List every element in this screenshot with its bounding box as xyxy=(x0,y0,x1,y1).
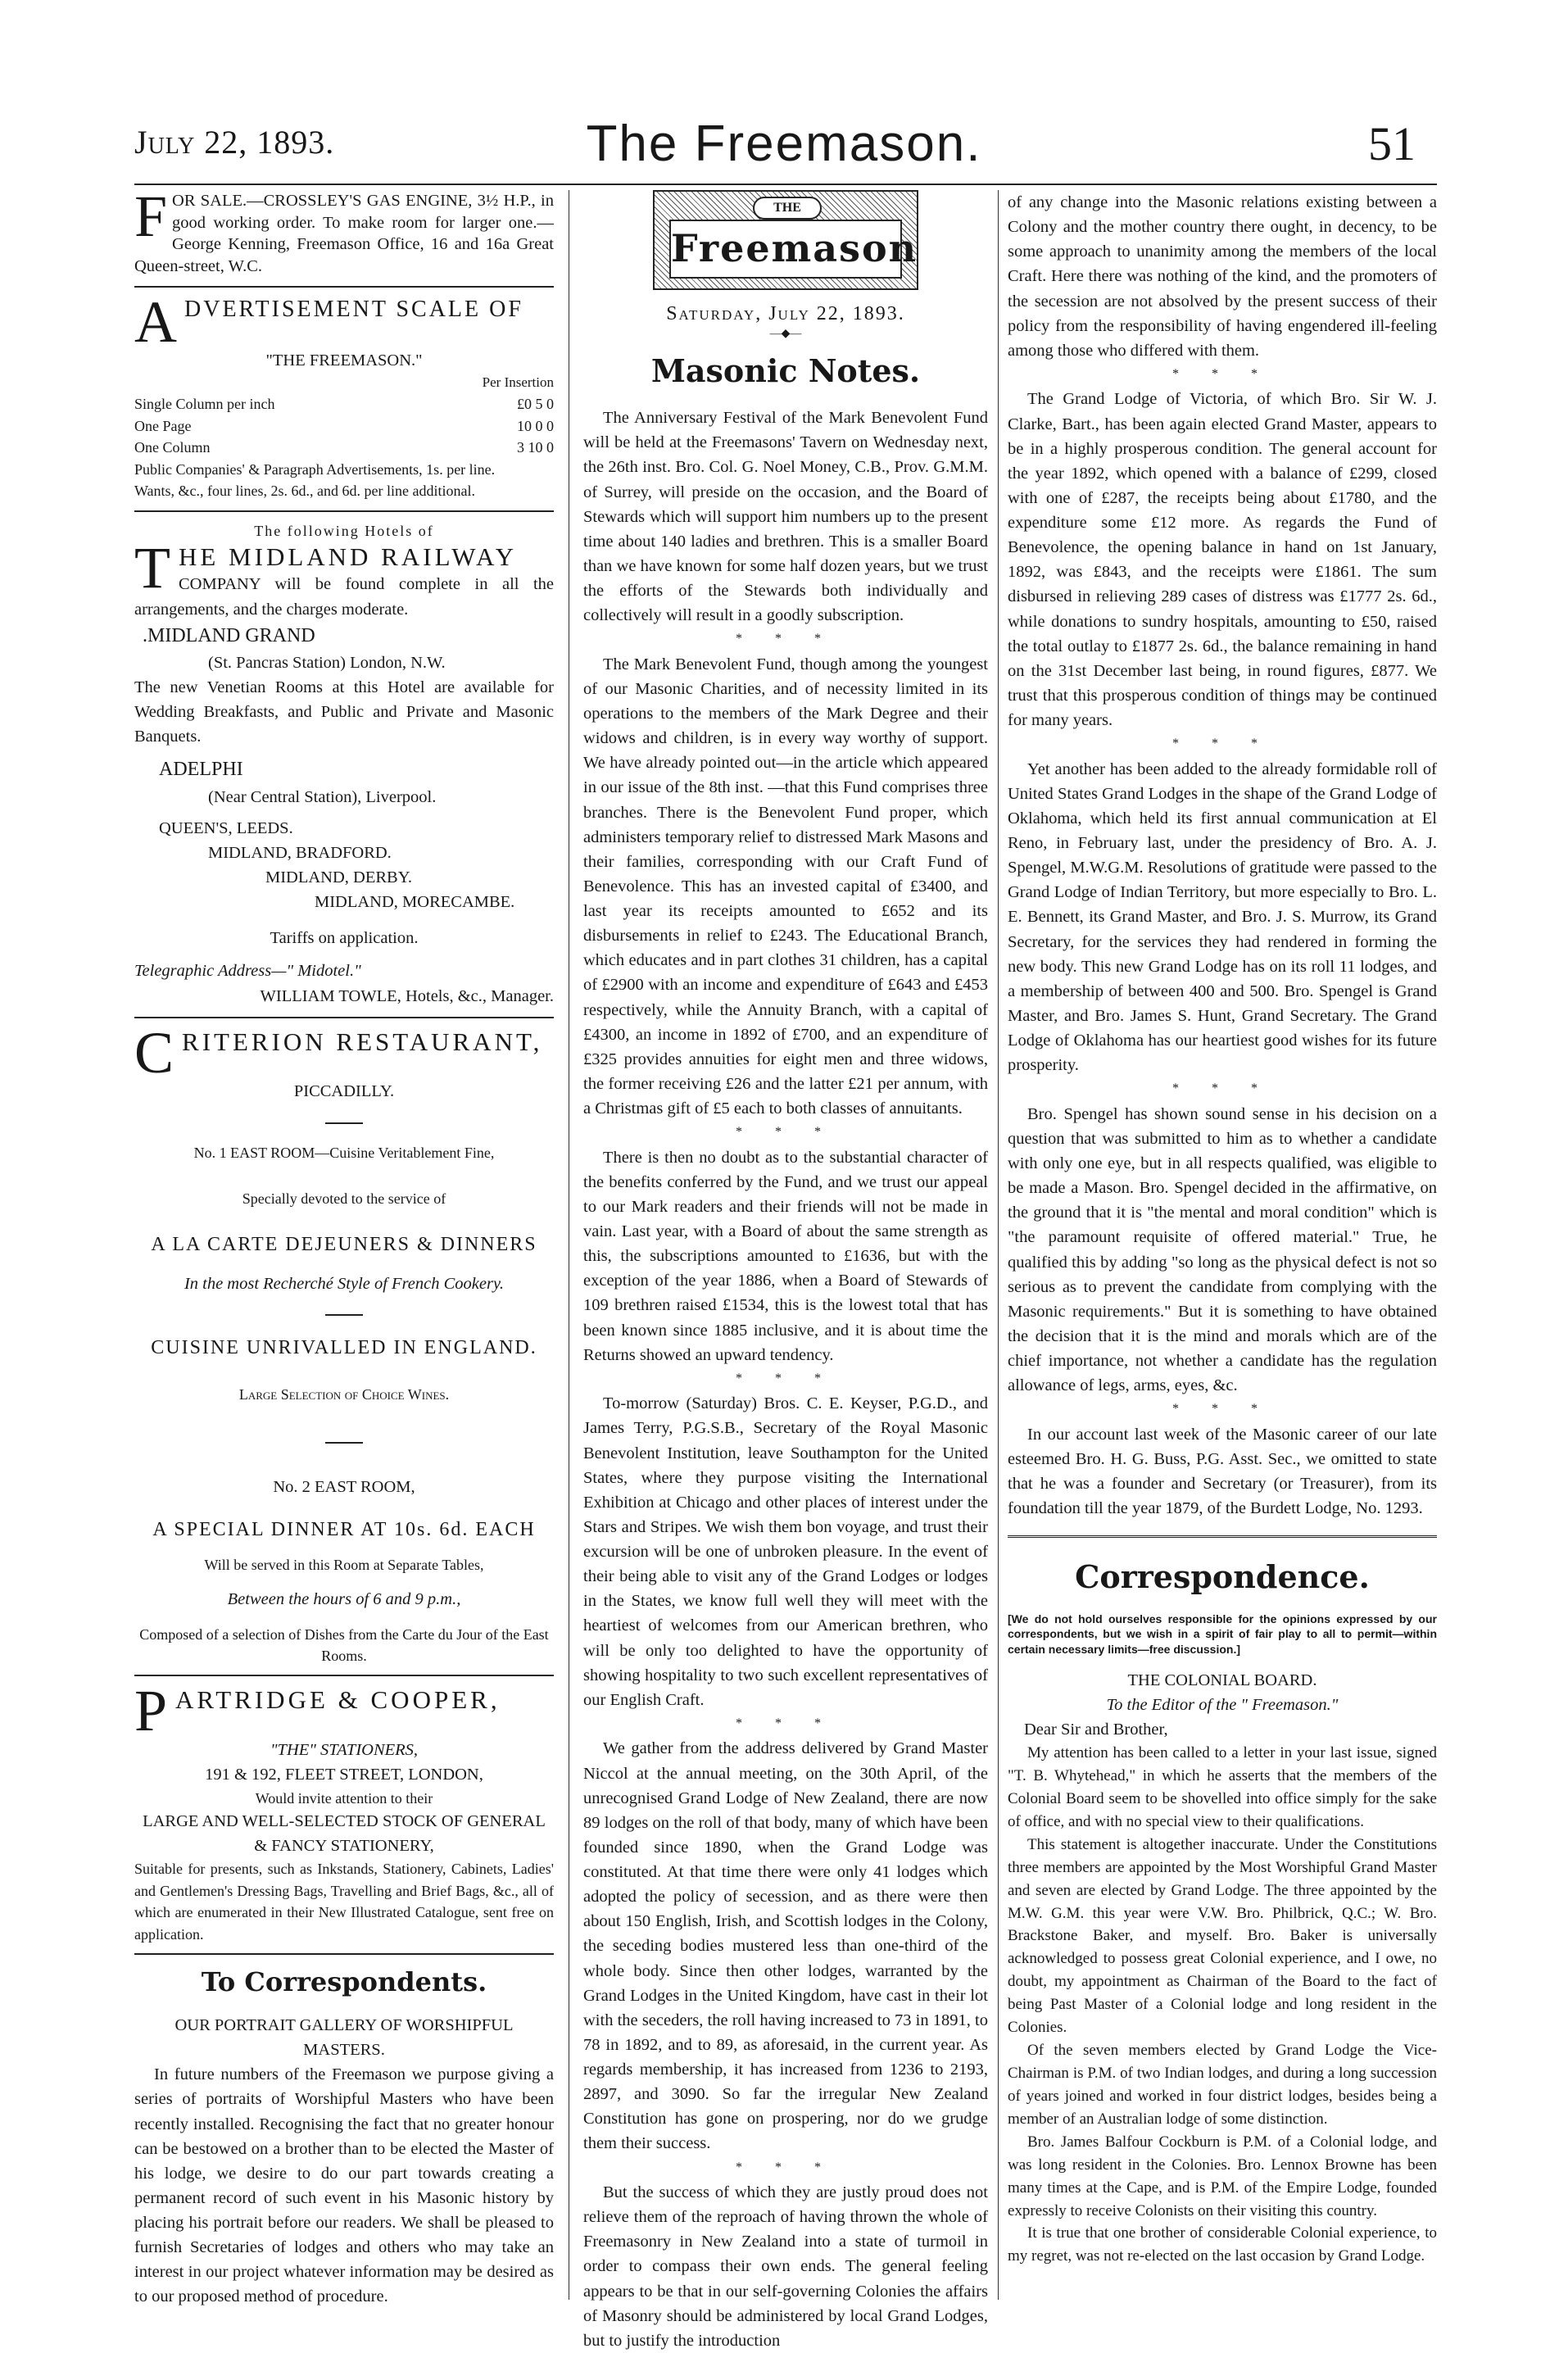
editorial-disclaimer: [We do not hold ourselves responsible for the opinions expressed by our correspondents, but we wish in a spirit of fair play to all to permit—within certain necessary limits—free discussion.] xyxy=(1008,1612,1437,1656)
article-paragraph: There is then no doubt as to the substantial character of the benefits conferred by the Fund, and we trust our appeal to our Mark readers and their friends will not be made in vain. Last year, with a Board of about the same strength as this, the subscriptions amounted to £1636, but with the exception of the year 1886, when a Board of Stewards of 109 brethren raised £1534, this is the lowest total that has been known since 1885 inclusive, and it is about time the Returns showed an upward tendency. xyxy=(583,1148,988,1364)
column-divider xyxy=(998,190,999,2300)
masonic-notes-heading: Masonic Notes. xyxy=(650,352,921,390)
article-paragraph: To-morrow (Saturday) Bros. C. E. Keyser, P.G.D., and James Terry, P.G.S.B., Secretary of the Royal Masonic Benevolent Institution, leave Southampton for the United States, where they purpose visiting the International Exhibition at Chicago and other places of interest under the Stars and Stripes. We wish them bon voyage, and trust their excursion will be one of unbroken pleasure. In the event of their being able to visit any of the Grand Lodges or lodges in the States, we know full well they will meet with the heartiest of welcomes from our American brethren, who will be only too delighted to have the opportunity of showing hospitality to two such excellent representatives of our English Craft. xyxy=(583,1394,988,1709)
hotel-derby: MIDLAND, DERBY. xyxy=(265,868,413,887)
to-correspondents-heading: To Correspondents. xyxy=(201,1966,487,1998)
manager-signature: WILLIAM TOWLE, Hotels, &c., Manager. xyxy=(260,986,554,1005)
separator xyxy=(325,1442,363,1444)
article-paragraph: In our account last week of the Masonic career of our late esteemed Bro. H. G. Buss, P.G. Asst. Sec., we omitted to state that he was a founder and Secretary (or Treasurer), from its foundation till the year 1879, of the Burdett Lodge, No. 1293. xyxy=(1008,1425,1437,1518)
stationers: "THE" STATIONERS, xyxy=(270,1741,419,1760)
separate-tables: Will be served in this Room at Separate Tables, xyxy=(204,1556,484,1573)
advertisement-column xyxy=(134,184,554,2310)
letter-paragraph: Bro. James Balfour Cockburn is P.M. of a Colonial lodge, and was long resident in the Colonies. Bro. Lennox Browne has been many times at the Cape, and is P.M. of the Empire Lodge, founded expressly to receive Colonists on their visiting this country. xyxy=(1008,2133,1437,2219)
continued-column xyxy=(1008,190,1437,2268)
stock-heading: LARGE AND WELL-SELECTED STOCK OF GENERAL & FANCY STATIONERY, xyxy=(143,1811,546,1856)
recherche: In the most Recherché Style of French Cookery. xyxy=(184,1274,505,1293)
hotel-location: (St. Pancras Station) London, N.W. xyxy=(208,653,446,672)
midland-railway-ad xyxy=(134,520,554,1009)
article-paragraph: Bro. Spengel has shown sound sense in his decision on a question that was submitted to him as to whether a candidate with only one eye, but in all respects qualified, was eligible to be made a Mason. Bro. Spengel decided in the affirmative, on the ground that it is "the mental and moral condition" which is "the paramount requisite of offered material." True, he qualified this by adding "so long as the physical defect is not so serious as to prevent the candidate from complying with the Masonic requirements." But it is something to have obtained the decision that it is the mind and morals which are of the chief importance, not whether a candidate has the regulation allowance of legs, arms, eyes, &c. xyxy=(1008,1104,1437,1395)
section-break: * * * xyxy=(1172,1081,1272,1096)
article-paragraph: The Grand Lodge of Victoria, of which Bro. Sir W. J. Clarke, Bart., has been again elected Grand Master, appears to be in a highly prosperous condition. The general account for the year 1892, which opened with a balance of £299, closed with one of £287, the receipts being about £1780, and the expenditure some £12 more. As regards the Fund of Benevolence, the opening balance in hand on 1st January, 1892, was £843, and the receipts were £1861. The sum disbursed in relieving 289 cases of distress was £1777 2s. 6d., while donations to sundry hospitals, amounting to £50, raised the total outlay to £1877 2s. 6d., the balance remaining in hand on the 31st December last being, in round figures, £877. We trust that this prosperous condition of things may be continued for many years. xyxy=(1008,390,1437,730)
hotel-location: (Near Central Station), Liverpool. xyxy=(208,787,437,806)
rate-row: Single Column per inch £0 5 0 xyxy=(134,396,554,413)
separator xyxy=(134,286,554,288)
correspondence-section xyxy=(1008,1535,1437,2268)
east-room-1: No. 1 EAST ROOM—Cuisine Veritablement Fine, xyxy=(193,1144,495,1161)
letter-salutation: Dear Sir and Brother, xyxy=(1024,1720,1168,1739)
letter-paragraph: My attention has been called to a letter in your last issue, signed "T. B. Whytehead," in which he asserts that the members of the Colonial Board seem to be shovelled into office simply for the sake of office, and with no special view to their qualifications. xyxy=(1008,1744,1437,1830)
letter-paragraph: It is true that one brother of considerable Colonial experience, to my regret, was not re-elected on the last occasion by Grand Lodge. xyxy=(1008,2224,1437,2265)
midland-text: COMPANY will be found complete in all the arrangements, and the charges moderate. xyxy=(134,575,554,619)
ornament: —◆— xyxy=(769,328,802,341)
devoted-text: Specially devoted to the service of xyxy=(242,1190,446,1208)
letter-address: To the Editor of the " Freemason." xyxy=(1106,1695,1339,1714)
hotel-queens: QUEEN'S, LEEDS. xyxy=(159,818,293,837)
freemason-masthead-logo: THE Freemason xyxy=(653,190,918,290)
section-break: * * * xyxy=(736,1371,836,1385)
cuisine-unrivalled: CUISINE UNRIVALLED IN ENGLAND. xyxy=(151,1336,537,1358)
adv-scale-subtitle: "THE FREEMASON." xyxy=(265,351,423,370)
dateline: Saturday, July 22, 1893. xyxy=(666,303,905,324)
issue-date: July 22, 1893. xyxy=(134,124,335,161)
hotel-bradford: MIDLAND, BRADFORD. xyxy=(208,843,392,862)
section-break: * * * xyxy=(736,2160,836,2174)
letter-title: THE COLONIAL BOARD. xyxy=(1127,1671,1317,1689)
fleet-street-address: 191 & 192, FLEET STREET, LONDON, xyxy=(205,1766,483,1784)
separator xyxy=(134,1953,554,1955)
adv-scale-title: DVERTISEMENT SCALE OF xyxy=(184,296,523,322)
wants-rate: Wants, &c., four lines, 2s. 6d., and 6d. per line additional. xyxy=(134,483,475,500)
separator xyxy=(325,1122,363,1124)
drop-cap: A xyxy=(134,288,179,355)
dishes-note: Composed of a selection of Dishes from the Carte du Jour of the East Rooms. xyxy=(139,1625,549,1665)
letter-paragraph: Of the seven members elected by Grand Lodge the Vice-Chairman is P.M. of two Indian lodges, and during a long succession of years joined and worked in four district lodges, besides being a member of an Australian lodge of some distinction. xyxy=(1008,2042,1437,2128)
separator xyxy=(134,1017,554,1018)
stationery-suitable: Suitable for presents, such as Inkstands, Stationery, Cabinets, Ladies' and Gentlemen's Dressing Bags, Travelling and Brief Bags, &c., all of which are enumerated in their New Illustrated Catalogue, sent free on application. xyxy=(134,1861,554,1943)
section-break: * * * xyxy=(1172,737,1272,751)
article-paragraph: of any change into the Masonic relations existing between a Colony and the mother country there ought, in decency, to be some approach to unanimity among the members of the local Craft. Here there was nothing of the kind, and the promoters of the secession are not absolved by the present success of their policy from the responsibility of having engendered ill-feeling among those who differed with them. xyxy=(1008,193,1437,360)
hotels-intro: The following Hotels of xyxy=(254,522,434,539)
article-paragraph: Yet another has been added to the already formidable roll of United States Grand Lodges in the shape of the Grand Lodge of Oklahoma, which held its first annual communication at El Reno, in February last, under the presidency of Bro. A. J. Spengel, M.W.G.M. Resolutions of gratitude were passed to the Grand Lodge of Indian Territory, but more especially to Bro. L. E. Bennett, its Grand Master, and Bro. J. S. Murrow, its Grand Secretary, for the services they had rendered in forming the new body. This new Grand Lodge has on its roll 11 lodges, and a membership of between 400 and 500. Bro. Spengel is Grand Master, and Bro. James S. Hunt, Grand Secretary. The Grand Lodge of Oklahoma has our heartiest good wishes for its future prosperity. xyxy=(1008,759,1437,1075)
partridge-cooper-ad xyxy=(134,1678,554,1945)
telegraphic-address: Telegraphic Address—" Midotel." xyxy=(134,962,361,981)
drop-cap: T xyxy=(134,535,174,601)
midland-title: HE MIDLAND RAILWAY xyxy=(178,542,517,572)
letter-paragraph: This statement is altogether inaccurate. Under the Constitutions three members are appointed by the Most Worshipful Grand Master and seven are elected by Grand Lodge. The three appointed by the M.W. G.M. this year were V.W. Bro. Philbrick, Q.C.; W. Bro. Brackstone Baker, and myself. Bro. Baker is universally acknowledged to possess great Colonial experience, and I owe, no doubt, my appointment as Chairman of the Board to the fact of being Past Master of a Colonial lodge and long resident in the Colonies. xyxy=(1008,1835,1437,2037)
section-break: * * * xyxy=(1172,366,1272,381)
section-break: * * * xyxy=(736,1125,836,1140)
advertisement-scale xyxy=(134,288,554,502)
drop-cap: P xyxy=(134,1678,171,1744)
per-insertion-label: Per Insertion xyxy=(482,374,554,391)
choice-wines: Large Selection of Choice Wines. xyxy=(238,1386,450,1403)
rate-row: One Page 10 0 0 xyxy=(134,417,554,434)
dinner-hours: Between the hours of 6 and 9 p.m., xyxy=(227,1590,461,1609)
article-paragraph: But the success of which they are justly proud does not relieve them of the reproach of having thrown the whole of Freemasonry in New Zealand into a state of turmoil in order to compass their own ends. The general feeling appears to be that in our self-governing Colonies the affairs of Masonry should be administered by local Grand Lodges, but to justify the introduction xyxy=(583,2183,988,2350)
section-break: * * * xyxy=(736,632,836,646)
article-paragraph: The Anniversary Festival of the Mark Benevolent Fund will be held at the Freemasons' Tavern on Wednesday next, the 26th inst. Bro. Col. G. Noel Money, C.B., Prov. G.M.M. of Surrey, will preside on the occasion, and the Board of Stewards which will support him numbers up to the present time about 140 ladies and brethren. This is a smaller Board than we have known for some half dozen years, but we trust the efforts of the Stewards both individually and collectively will result in a goodly subscription. xyxy=(583,409,988,625)
rate-row: One Column 3 10 0 xyxy=(134,439,554,456)
criterion-title: RITERION RESTAURANT, xyxy=(182,1027,543,1056)
separator xyxy=(325,1314,363,1316)
for-sale-ad: FOR SALE.—CROSSLEY'S GAS ENGINE, 3½ H.P., in good working order. To make room for larger one.—George Kenning, Freemason Office, 16 and 16a Great Queen-street, W.C. xyxy=(134,184,554,275)
hotel-midland-grand: .MIDLAND GRAND xyxy=(143,624,315,646)
article-paragraph: We gather from the address delivered by Grand Master Niccol at the annual meeting, on the 30th April, of the unrecognised Grand Lodge of New Zealand, there are now 89 lodges on the roll of that body, many of which have been founded since 1890, when the Grand Lodge was constituted. At that time there were only 41 lodges which adopted the policy of secession, and as there were then about 150 English, Irish, and Scottish lodges in the Colony, the seceding bodies mustered less than one-third of the whole body. Since then other lodges, warranted by the Grand Lodges in the United Kingdom, have cast in their lot with the seceders, the roll having increased to 73 in 1891, to 78 in 1892, and to 89, as aforesaid, in the current year. As regards membership, it has increased from 1236 to 2193, 2897, and 3090. So far the irregular New Zealand Constitution has gone on prospering, nor do we grudge them their success. xyxy=(583,1739,988,2153)
hotel-adelphi: ADELPHI xyxy=(159,759,243,781)
invite-attention: Would invite attention to their xyxy=(255,1789,433,1807)
portrait-gallery-text: In future numbers of the Freemason we purpose giving a series of portraits of Worshipful Masters who have been recently installed. Recognising the fact that no greater honour can be bestowed on a brother than to be elected the Master of his lodge, we desire to do our part towards creating a permanent record of such event in his Masonic history by placing his portrait before our readers. We shall be pleased to furnish Secretaries of lodges and others who may take an interest in our project whatever information may be desired as to our proposed method of procedure. xyxy=(134,2065,554,2306)
public-companies-rate: Public Companies' & Paragraph Advertisements, 1s. per line. xyxy=(134,460,496,478)
partridge-title: ARTRIDGE & COOPER, xyxy=(175,1685,501,1715)
criterion-restaurant-ad xyxy=(134,1019,554,1667)
separator xyxy=(134,1675,554,1676)
header-rule xyxy=(134,184,1437,185)
correspondence-heading: Correspondence. xyxy=(1075,1558,1370,1596)
venetian-rooms: The new Venetian Rooms at this Hotel are available for Wedding Breakfasts, and Public and Private and Masonic Banquets. xyxy=(134,678,554,746)
masonic-notes-column xyxy=(583,190,988,2353)
section-break: * * * xyxy=(736,1716,836,1730)
section-break: * * * xyxy=(1172,1402,1272,1417)
article-paragraph: The Mark Benevolent Fund, though among the youngest of our Masonic Charities, and of necessity limited in its operations to the members of the Mark Degree and their widows and children, is in every way worthy of support. We have already pointed out—in the article which appeared in our issue of the 8th inst. —that this Fund comprises three branches. There is the Benevolent Fund proper, which administers temporary relief to distressed Mark Masons and their families, corresponding with our Craft Fund of Benevolence. This has an invested capital of £3400, and last year its receipts amounted to £652 and its disbursements in relief to £243. The Educational Branch, which educates and in part clothes 31 children, has a capital of £2900 with an income and expenditure of £643 and £453 respectively, while the Annuity Branch, with a capital of £4300, an income in 1892 of £700, and an expenditure of £325 provides annuities for eight men and three widows, the former receiving £26 and the latter £21 per annum, with a Christmas gift of £5 each to both classes of annuitants. xyxy=(583,655,988,1118)
page-header xyxy=(0,0,1568,188)
piccadilly: PICCADILLY. xyxy=(293,1082,395,1101)
special-dinner: A SPECIAL DINNER AT 10s. 6d. EACH xyxy=(152,1518,536,1540)
hotel-morecambe: MIDLAND, MORECAMBE. xyxy=(315,893,515,912)
page-number: 51 xyxy=(1368,117,1416,170)
drop-cap: C xyxy=(134,1019,178,1086)
east-room-2: No. 2 EAST ROOM, xyxy=(273,1477,415,1496)
portrait-gallery-title: OUR PORTRAIT GALLERY OF WORSHIPFUL MASTERS. xyxy=(174,2016,514,2060)
newspaper-title: The Freemason. xyxy=(586,116,982,172)
drop-cap: F xyxy=(134,184,168,249)
a-la-carte: A LA CARTE DEJEUNERS & DINNERS xyxy=(151,1234,537,1256)
tariffs: Tariffs on application. xyxy=(270,929,419,948)
separator xyxy=(134,510,554,512)
